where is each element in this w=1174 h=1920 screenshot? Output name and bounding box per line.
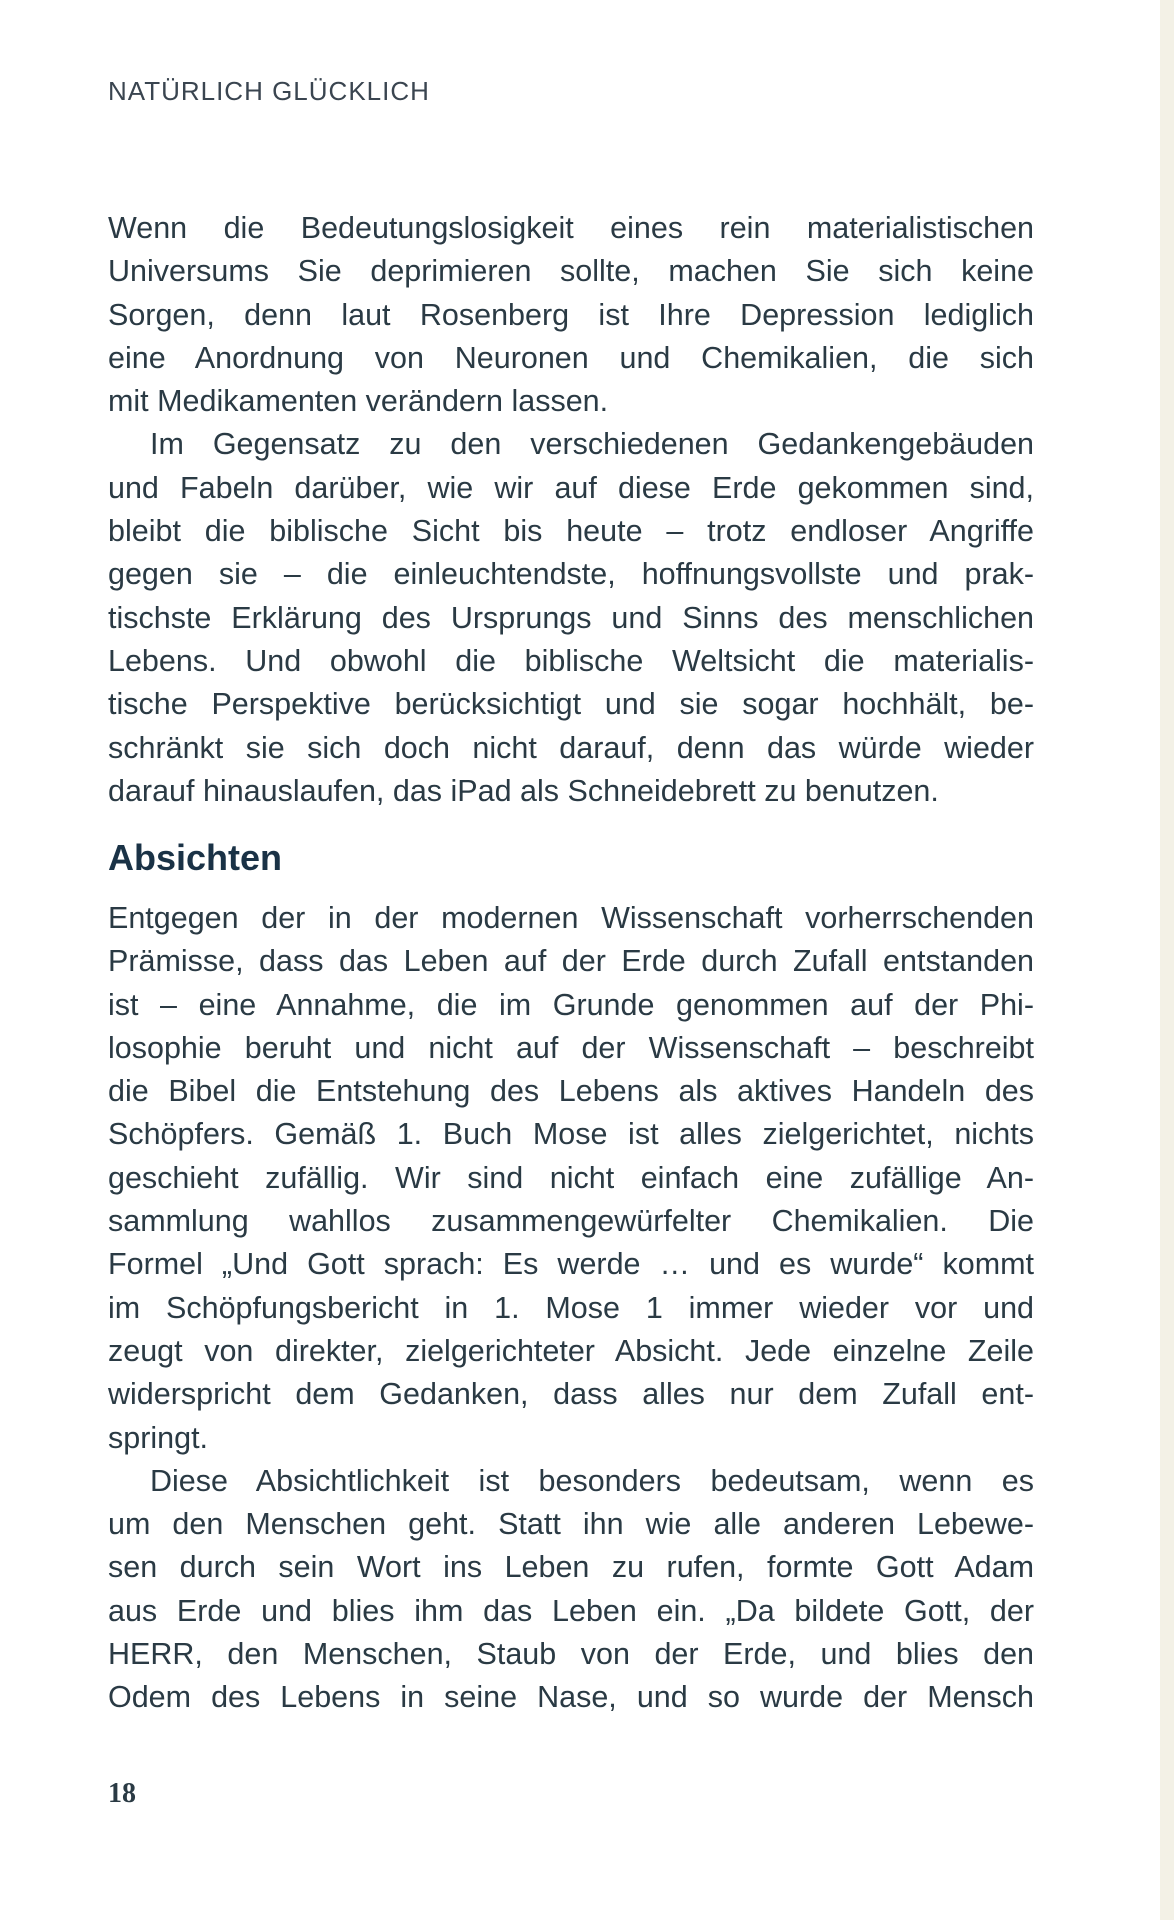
text-line: aus Erde und blies ihm das Leben ein. „Da bildete Gott, der (108, 1593, 1034, 1628)
text-line: darauf hinauslaufen, das iPad als Schneidebrett zu benutzen. (108, 773, 939, 808)
text-line: Diese Absichtlichkeit ist besonders bedeutsam, wenn es (150, 1463, 1034, 1498)
text-line: Odem des Lebens in seine Nase, und so wurde der Mensch (108, 1680, 1034, 1715)
running-head: NATÜRLICH GLÜCKLICH (108, 76, 430, 106)
text-line: und Fabeln darüber, wie wir auf diese Erde gekommen sind, (108, 470, 1034, 505)
text-line: sen durch sein Wort ins Leben zu rufen, formte Gott Adam (108, 1550, 1034, 1585)
text-line: tischste Erklärung des Ursprungs und Sinns des menschlichen (108, 600, 1034, 635)
page-edge (1160, 0, 1174, 1920)
text-line: geschieht zufällig. Wir sind nicht einfach eine zufällige An- (108, 1160, 1034, 1195)
text-line: Sorgen, denn laut Rosenberg ist Ihre Depression lediglich (108, 297, 1034, 332)
text-line: eine Anordnung von Neuronen und Chemikalien, die sich (108, 340, 1034, 375)
text-line: gegen sie – die einleuchtendste, hoffnungsvollste und prak- (108, 557, 1034, 592)
text-line: Im Gegensatz zu den verschiedenen Gedankengebäuden (150, 427, 1034, 462)
text-line: Formel „Und Gott sprach: Es werde … und es wurde“ kommt (108, 1247, 1034, 1282)
page-number: 18 (108, 1778, 136, 1809)
text-line: tische Perspektive berücksichtigt und sie sogar hochhält, be- (108, 687, 1034, 722)
section-heading: Absichten (108, 837, 283, 878)
text-line: Schöpfers. Gemäß 1. Buch Mose ist alles zielgerichtet, nichts (108, 1117, 1034, 1152)
text-line: Lebens. Und obwohl die biblische Weltsicht die materialis- (108, 643, 1034, 678)
text-line: Entgegen der in der modernen Wissenschaft vorherrschenden (108, 901, 1034, 935)
text-line: zeugt von direkter, zielgerichteter Absicht. Jede einzelne Zeile (108, 1333, 1034, 1368)
text-line: Wenn die Bedeutungslosigkeit eines rein materialistischen (108, 211, 1034, 245)
text-line: widerspricht dem Gedanken, dass alles nur dem Zufall ent- (108, 1377, 1034, 1412)
text-line: Prämisse, dass das Leben auf der Erde durch Zufall entstanden (108, 944, 1034, 979)
text-line: bleibt die biblische Sicht bis heute – trotz endloser Angriffe (108, 514, 1034, 549)
text-line: schränkt sie sich doch nicht darauf, denn das würde wieder (108, 730, 1034, 765)
text-line: springt. (108, 1420, 209, 1455)
text-line: ist – eine Annahme, die im Grunde genommen auf der Phi- (108, 987, 1034, 1022)
text-line: mit Medikamenten verändern lassen. (108, 384, 609, 419)
text-line: losophie beruht und nicht auf der Wissenschaft – beschreibt (108, 1030, 1034, 1065)
text-line: die Bibel die Entstehung des Lebens als aktives Handeln des (108, 1074, 1034, 1109)
text-line: im Schöpfungsbericht in 1. Mose 1 immer wieder vor und (108, 1290, 1034, 1325)
text-line: um den Menschen geht. Statt ihn wie alle anderen Lebewe- (108, 1507, 1034, 1542)
text-line: Universums Sie deprimieren sollte, machen Sie sich keine (108, 254, 1034, 289)
section-1-text (108, 207, 1034, 813)
text-line: sammlung wahllos zusammengewürfelter Chemikalien. Die (108, 1204, 1034, 1239)
section-2-text (108, 897, 1034, 1720)
text-line: HERR, den Menschen, Staub von der Erde, und blies den (108, 1637, 1034, 1672)
